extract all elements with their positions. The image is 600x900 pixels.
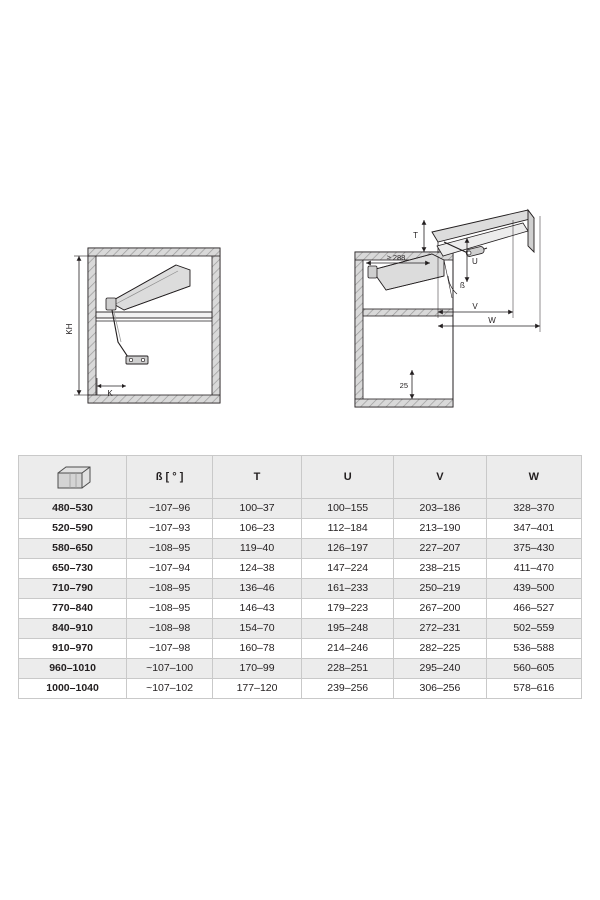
- header-cell-u: U: [302, 456, 394, 499]
- cell-height-range: 710–790: [19, 579, 127, 599]
- cell-beta: ~107–102: [127, 679, 213, 699]
- table-row: [19, 639, 582, 659]
- cell-height-range: 840–910: [19, 619, 127, 639]
- header-cell-t: T: [213, 456, 302, 499]
- cell-v: 238–215: [394, 559, 486, 579]
- cell-height-range: 480–530: [19, 499, 127, 519]
- label-depth-min: ≥ 288: [386, 253, 406, 262]
- table-row: [19, 559, 582, 579]
- cell-w: 439–500: [486, 579, 581, 599]
- cell-w: 502–559: [486, 619, 581, 639]
- cell-beta: ~108–95: [127, 579, 213, 599]
- cell-t: 124–38: [213, 559, 302, 579]
- header-cell-beta: ß [ ° ]: [127, 456, 213, 499]
- table-row: [19, 499, 582, 519]
- cell-t: 100–37: [213, 499, 302, 519]
- cell-beta: ~107–96: [127, 499, 213, 519]
- cell-u: 228–251: [302, 659, 394, 679]
- cell-u: 214–246: [302, 639, 394, 659]
- table-row: [19, 599, 582, 619]
- label-kh: KH: [65, 323, 74, 335]
- cell-t: 146–43: [213, 599, 302, 619]
- cell-w: 375–430: [486, 539, 581, 559]
- cell-u: 147–224: [302, 559, 394, 579]
- cell-v: 203–186: [394, 499, 486, 519]
- table-row: [19, 579, 582, 599]
- table-row: [19, 659, 582, 679]
- cell-v: 295–240: [394, 659, 486, 679]
- label-w: W: [488, 316, 496, 325]
- cell-beta: ~108–98: [127, 619, 213, 639]
- cell-t: 177–120: [213, 679, 302, 699]
- cell-v: 282–225: [394, 639, 486, 659]
- dimension-table: [18, 455, 582, 699]
- label-t: T: [413, 231, 418, 240]
- cell-beta: ~107–94: [127, 559, 213, 579]
- header-cell-v: V: [394, 456, 486, 499]
- label-k: K: [107, 389, 113, 398]
- cell-t: 106–23: [213, 519, 302, 539]
- cell-v: 227–207: [394, 539, 486, 559]
- cell-v: 250–219: [394, 579, 486, 599]
- cell-w: 560–605: [486, 659, 581, 679]
- table-row: [19, 619, 582, 639]
- cell-u: 239–256: [302, 679, 394, 699]
- cell-beta: ~108–95: [127, 539, 213, 559]
- cell-w: 466–527: [486, 599, 581, 619]
- cell-beta: ~108–95: [127, 599, 213, 619]
- front-elevation-view: [65, 248, 220, 403]
- side-section-view: [355, 210, 540, 407]
- cell-u: 179–223: [302, 599, 394, 619]
- cell-height-range: 910–970: [19, 639, 127, 659]
- cell-u: 112–184: [302, 519, 394, 539]
- cell-beta: ~107–98: [127, 639, 213, 659]
- label-u: U: [472, 257, 478, 266]
- table-row: [19, 679, 582, 699]
- technical-drawings: [0, 190, 600, 440]
- header-cell-w: W: [486, 456, 581, 499]
- cell-height-range: 960–1010: [19, 659, 127, 679]
- cell-w: 536–588: [486, 639, 581, 659]
- cell-height-range: 520–590: [19, 519, 127, 539]
- table-row: [19, 519, 582, 539]
- cell-v: 213–190: [394, 519, 486, 539]
- cell-u: 161–233: [302, 579, 394, 599]
- cell-u: 195–248: [302, 619, 394, 639]
- cell-u: 126–197: [302, 539, 394, 559]
- header-cell-icon: [19, 456, 127, 499]
- dimension-table-wrapper: [18, 455, 582, 699]
- cell-t: 119–40: [213, 539, 302, 559]
- cell-w: 578–616: [486, 679, 581, 699]
- cell-height-range: 1000–1040: [19, 679, 127, 699]
- cell-w: 411–470: [486, 559, 581, 579]
- cell-beta: ~107–100: [127, 659, 213, 679]
- label-beta: ß: [460, 281, 465, 290]
- cell-beta: ~107–93: [127, 519, 213, 539]
- cell-v: 272–231: [394, 619, 486, 639]
- cell-w: 347–401: [486, 519, 581, 539]
- box-icon: [50, 464, 96, 490]
- table-header-row: [19, 456, 582, 499]
- label-bottom-dim: 25: [399, 381, 408, 390]
- cell-t: 154–70: [213, 619, 302, 639]
- label-v: V: [472, 302, 478, 311]
- cell-height-range: 580–650: [19, 539, 127, 559]
- table-row: [19, 539, 582, 559]
- cell-t: 136–46: [213, 579, 302, 599]
- cell-v: 267–200: [394, 599, 486, 619]
- table-body: [19, 499, 582, 699]
- cell-v: 306–256: [394, 679, 486, 699]
- cell-t: 170–99: [213, 659, 302, 679]
- cell-height-range: 650–730: [19, 559, 127, 579]
- cell-height-range: 770–840: [19, 599, 127, 619]
- cell-w: 328–370: [486, 499, 581, 519]
- cell-u: 100–155: [302, 499, 394, 519]
- drawing-svg: [0, 190, 600, 440]
- cell-t: 160–78: [213, 639, 302, 659]
